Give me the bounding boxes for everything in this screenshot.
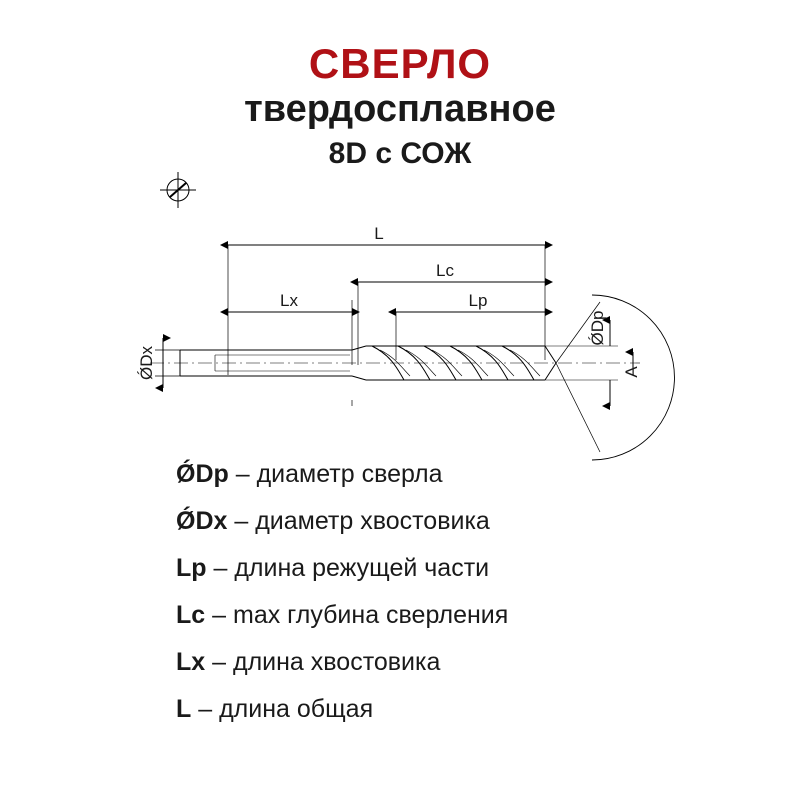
legend-text-lp: – длина режущей части	[213, 554, 490, 582]
legend-text-l: – длина общая	[198, 695, 374, 723]
dim-label-Dx: ǾDx	[137, 346, 156, 380]
legend-symbol-l: L	[176, 695, 192, 723]
legend-list	[176, 462, 776, 744]
surface-finish-symbol	[160, 172, 196, 208]
title-block	[0, 42, 800, 172]
dim-label-Dp: ǾDp	[588, 310, 607, 346]
technical-drawing	[0, 160, 800, 480]
legend-symbol-lc: Lc	[176, 601, 206, 629]
legend-text-lc: – max глубина сверления	[212, 601, 509, 629]
dim-label-L: L	[374, 224, 384, 243]
legend-item-lx	[176, 650, 776, 675]
dim-label-Lc: Lc	[436, 261, 454, 280]
legend-symbol-dp: ǾDp	[176, 460, 229, 488]
page-subtitle: твердосплавное	[244, 88, 556, 131]
legend-symbol-lx: Lx	[176, 648, 206, 676]
legend-text-dp: – диаметр сверла	[235, 460, 443, 488]
legend-item-lp	[176, 556, 776, 581]
legend-item-lc	[176, 603, 776, 628]
legend-text-dx: – диаметр хвостовика	[234, 507, 490, 535]
dim-label-A: A	[622, 366, 641, 378]
page-title: СВЕРЛО	[308, 40, 492, 87]
legend-symbol-dx: ǾDx	[176, 507, 228, 535]
legend-symbol-lp: Lp	[176, 554, 207, 582]
dim-label-Lp: Lp	[468, 291, 488, 310]
legend-text-lx: – длина хвостовика	[212, 648, 441, 676]
legend-item-dp	[176, 462, 776, 487]
page-subtitle-2: 8D с СОЖ	[328, 136, 472, 170]
legend-item-l	[176, 697, 776, 722]
legend-item-dx	[176, 509, 776, 534]
dim-label-Lx: Lx	[280, 291, 298, 310]
